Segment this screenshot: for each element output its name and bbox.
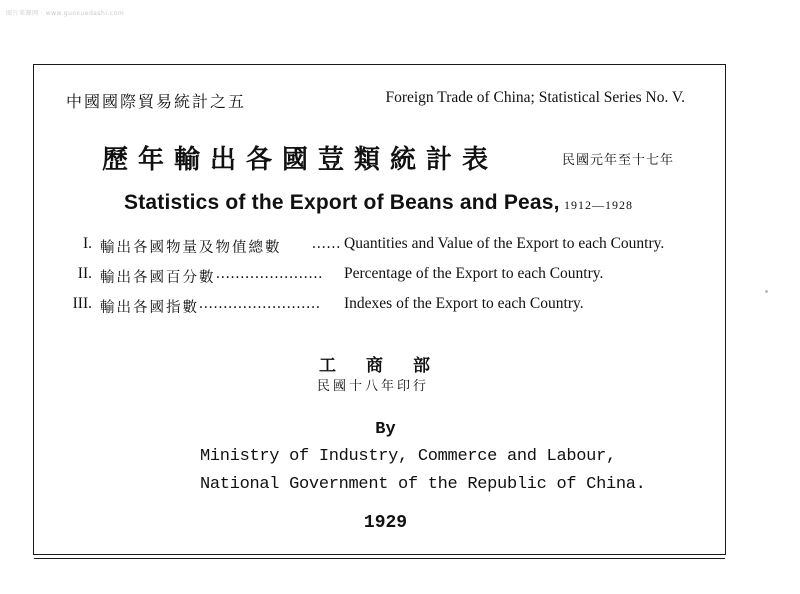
title-page-frame <box>33 64 726 555</box>
main-title-chinese-years: 民國元年至十七年 <box>562 153 675 168</box>
contents-numeral: II. <box>77 265 92 282</box>
contents-numeral: I. <box>82 235 92 252</box>
contents-chinese: 輸出各國物量及物值總數 <box>100 240 282 256</box>
contents-english: Indexes of the Export to each Country. <box>344 295 584 312</box>
scan-speck <box>765 290 768 293</box>
contents-english: Percentage of the Export to each Country. <box>344 265 604 282</box>
contents-chinese: 輸出各國指數 <box>100 300 199 316</box>
contents-english: Quantities and Value of the Export to each Country. <box>344 235 665 252</box>
contents-numeral: III. <box>72 295 92 312</box>
main-title-english: Statistics of the Export of Beans and Peas, <box>124 191 560 214</box>
printed-date-chinese: 民國十八年印行 <box>317 379 430 394</box>
government-name-english: National Government of the Republic of China. <box>200 475 646 494</box>
series-title-chinese: 中國國際貿易統計之五 <box>66 92 247 111</box>
series-title-english: Foreign Trade of China; Statistical Series No. V. <box>385 89 685 106</box>
watermark-text: 图片来源网 · www.guoxuedashi.com <box>6 10 125 17</box>
contents-leader-dots: ...... <box>312 235 342 252</box>
main-title-english-years: 1912—1928 <box>564 198 633 212</box>
contents-chinese: 輸出各國百分數 <box>100 270 216 286</box>
ministry-name-english: Ministry of Industry, Commerce and Labour, <box>200 447 616 466</box>
main-title-chinese: 歷年輸出各國荳類統計表 <box>102 145 499 175</box>
by-label: By <box>375 420 396 439</box>
publication-year: 1929 <box>363 513 408 533</box>
contents-leader-dots: ...................... <box>216 265 324 282</box>
ministry-name-chinese: 工商部 <box>319 356 460 376</box>
contents-leader-dots: ......................... <box>199 295 321 312</box>
